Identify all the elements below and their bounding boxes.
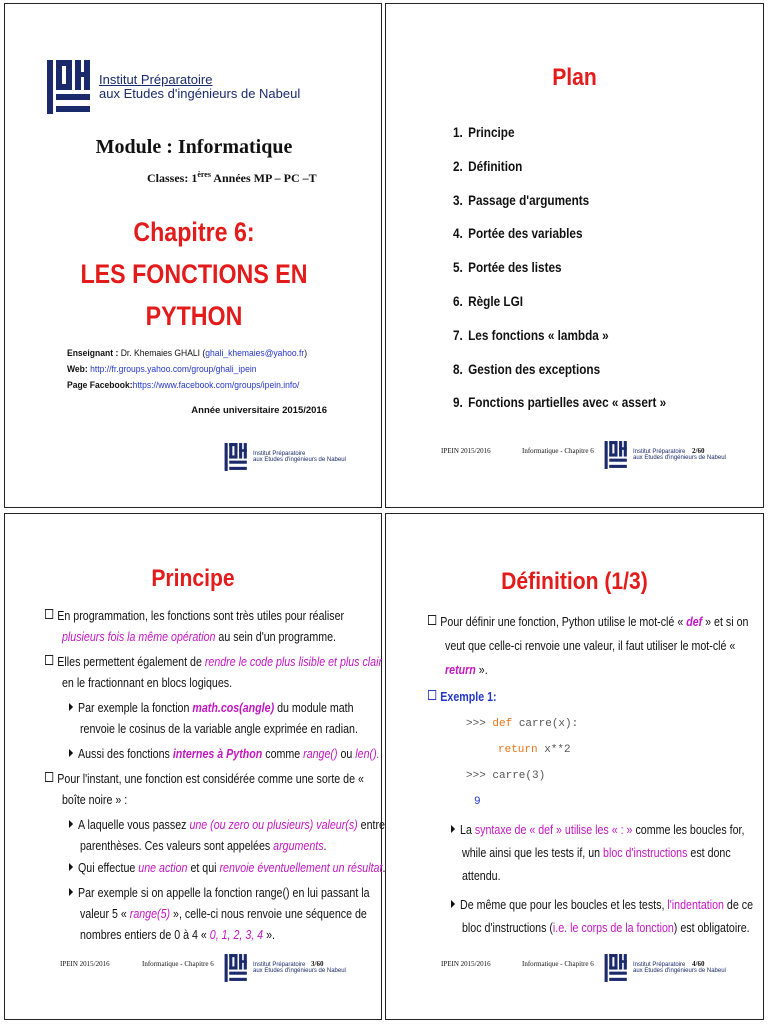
footer-course: Informatique - Chapitre 6 bbox=[522, 447, 594, 455]
plan-item bbox=[453, 158, 522, 174]
ipein-logo-small bbox=[223, 953, 346, 983]
footer-course: Informatique - Chapitre 6 bbox=[142, 960, 214, 968]
plan-item bbox=[453, 124, 515, 140]
ipein-logo-small bbox=[603, 440, 726, 470]
arrow-bullet-icon bbox=[69, 863, 73, 871]
teacher-email-link[interactable]: ghali_khemaies@yahoo.fr bbox=[205, 348, 305, 359]
logo-line-1: Institut Préparatoire bbox=[99, 72, 213, 88]
arrow-bullet-icon bbox=[69, 888, 73, 896]
slide-1-title bbox=[4, 3, 382, 508]
sub-bullet: parenthèses. Ces valeurs sont appelées arguments. bbox=[80, 838, 327, 853]
paragraph: boîte noire » : bbox=[62, 792, 128, 807]
arrow-bullet-icon bbox=[69, 820, 73, 828]
sub-bullet: bloc d'instructions (i.e. le corps de la fonction) est obligatoire. bbox=[462, 920, 750, 935]
square-bullet-icon bbox=[45, 655, 53, 665]
logo-line-2: aux Etudes d'ingénieurs de Nabeul bbox=[99, 86, 301, 101]
logo-line-2: aux Etudes d'ingénieurs de Nabeul bbox=[633, 968, 726, 974]
logo-line-1: Institut Préparatoire bbox=[253, 961, 306, 968]
paragraph: en le fractionnant en blocs logiques. bbox=[62, 675, 233, 690]
slide-4-definition bbox=[385, 513, 764, 1020]
plan-item bbox=[453, 259, 562, 275]
web-line: Web: http://fr.groups.yahoo.com/group/ghali_ipein bbox=[67, 364, 257, 375]
plan-item-label: Gestion des exceptions bbox=[468, 360, 601, 377]
plan-item-label: Les fonctions « lambda » bbox=[468, 326, 609, 343]
page-number: 3/60 bbox=[311, 960, 324, 968]
code-line-3: >>> carre(3) bbox=[466, 770, 546, 782]
ipein-logo-icon bbox=[603, 440, 631, 470]
slide-title: Plan bbox=[552, 64, 597, 91]
sub-bullet: Qui effectue une action et qui renvoie éventuellement un résultat. bbox=[69, 857, 385, 879]
plan-item-number: 8. bbox=[453, 360, 463, 377]
paragraph: return ». bbox=[445, 662, 488, 677]
logo-line-1: Institut Préparatoire bbox=[253, 450, 306, 457]
sub-bullet: valeur 5 « range(5) », celle-ci nous renvoie une séquence de bbox=[80, 906, 367, 921]
plan-item-number: 9. bbox=[453, 394, 463, 411]
sub-bullet: Par exemple si on appelle la fonction range() en lui passant la bbox=[69, 882, 370, 904]
sub-bullet: attendu. bbox=[462, 868, 501, 883]
paragraph: En programmation, les fonctions sont très utiles pour réaliser bbox=[45, 605, 344, 627]
logo-line-1: Institut Préparatoire bbox=[633, 961, 686, 968]
ipein-logo-icon bbox=[223, 442, 251, 472]
logo-line-2: aux Etudes d'ingénieurs de Nabeul bbox=[633, 455, 726, 461]
plan-item-label: Passage d'arguments bbox=[468, 191, 590, 208]
chapter-title-line-1: Chapitre 6: bbox=[133, 217, 255, 247]
paragraph: Elles permettent également de rendre le code plus lisible et plus clair bbox=[45, 651, 382, 673]
facebook-line: Page Facebook:https://www.facebook.com/groups/ipein.info/ bbox=[67, 380, 300, 391]
chapter-title-line-2: LES FONCTIONS EN bbox=[80, 259, 308, 289]
ipein-logo-icon bbox=[603, 953, 631, 983]
sub-bullet: Aussi des fonctions internes à Python comme range() ou len(). bbox=[69, 743, 380, 765]
plan-item bbox=[453, 361, 600, 377]
plan-item bbox=[453, 293, 523, 309]
web-link[interactable]: http://fr.groups.yahoo.com/group/ghali_ipein bbox=[87, 364, 257, 375]
code-line-1: >>> def carre(x): bbox=[466, 718, 579, 730]
ipein-logo-icon bbox=[223, 953, 251, 983]
footer-school: IPEIN 2015/2016 bbox=[60, 960, 110, 968]
code-line-2: return x**2 bbox=[498, 744, 571, 756]
plan-item-number: 1. bbox=[453, 124, 463, 140]
ipein-logo-small bbox=[603, 953, 726, 983]
page-number: 4/60 bbox=[692, 960, 705, 968]
plan-item bbox=[453, 225, 583, 241]
plan-item-number: 6. bbox=[453, 293, 463, 309]
plan-item-number: 2. bbox=[453, 157, 463, 174]
paragraph: plusieurs fois la même opération au sein d'un programme. bbox=[62, 629, 337, 644]
footer-school: IPEIN 2015/2016 bbox=[441, 447, 491, 455]
code-output: 9 bbox=[474, 796, 481, 808]
ipein-logo-small bbox=[223, 442, 346, 472]
arrow-bullet-icon bbox=[451, 825, 455, 833]
ipein-logo bbox=[45, 58, 300, 116]
paragraph: veut que celle-ci renvoie une valeur, il faut utiliser le mot-clé « bbox=[445, 638, 736, 653]
sub-bullet: renvoie le cosinus de la variable angle exprimée en radian. bbox=[80, 721, 358, 736]
logo-line-1: Institut Préparatoire bbox=[633, 448, 686, 455]
footer-school: IPEIN 2015/2016 bbox=[441, 960, 491, 968]
arrow-bullet-icon bbox=[69, 703, 73, 711]
sub-bullet: while ainsi que les tests if, un bloc d'instructions est donc bbox=[462, 845, 731, 860]
arrow-bullet-icon bbox=[69, 749, 73, 757]
plan-item-label: Principe bbox=[468, 124, 515, 140]
module-title: Module : Informatique bbox=[95, 136, 293, 158]
sub-bullet: A laquelle vous passez une (ou zero ou plusieurs) valeur(s) entre bbox=[69, 814, 385, 836]
slide-title: Principe bbox=[151, 565, 235, 592]
plan-item-label: Portée des variables bbox=[468, 225, 583, 242]
square-bullet-icon bbox=[45, 772, 53, 782]
plan-item bbox=[453, 192, 589, 208]
plan-item-number: 4. bbox=[453, 225, 463, 242]
plan-item-number: 5. bbox=[453, 259, 463, 276]
logo-line-2: aux Etudes d'ingénieurs de Nabeul bbox=[253, 457, 346, 463]
plan-item bbox=[453, 394, 666, 410]
page-number: 2/60 bbox=[692, 447, 705, 455]
paragraph: Pour définir une fonction, Python utilise le mot-clé « def » et si on bbox=[428, 611, 748, 633]
sub-bullet: nombres entiers de 0 à 4 « 0, 1, 2, 3, 4 ». bbox=[80, 927, 275, 942]
logo-line-2: aux Etudes d'ingénieurs de Nabeul bbox=[253, 968, 346, 974]
square-bullet-icon bbox=[428, 615, 436, 625]
plan-item-label: Portée des listes bbox=[468, 259, 562, 276]
arrow-bullet-icon bbox=[451, 900, 455, 908]
slide-2-plan bbox=[385, 3, 764, 508]
paragraph: Pour l'instant, une fonction est considérée comme une sorte de « bbox=[45, 768, 364, 790]
plan-item bbox=[453, 327, 609, 343]
plan-item-label: Définition bbox=[468, 157, 523, 174]
classes-line: Classes: 1ères Années MP – PC –T bbox=[147, 170, 317, 185]
chapter-title-line-3: PYTHON bbox=[145, 301, 243, 331]
square-bullet-icon bbox=[45, 609, 53, 619]
facebook-link[interactable]: https://www.facebook.com/groups/ipein.info/ bbox=[132, 380, 300, 391]
sub-bullet: Par exemple la fonction math.cos(angle) du module math bbox=[69, 697, 354, 719]
footer-course: Informatique - Chapitre 6 bbox=[522, 960, 594, 968]
plan-item-label: Fonctions partielles avec « assert » bbox=[468, 394, 667, 411]
sub-bullet: De même que pour les boucles et les tests, l'indentation de ce bbox=[451, 894, 753, 916]
plan-item-label: Règle LGI bbox=[468, 293, 524, 309]
slide-title: Définition (1/3) bbox=[501, 568, 648, 595]
square-bullet-icon bbox=[428, 690, 436, 700]
sub-bullet: La syntaxe de « def » utilise les « : » comme les boucles for, bbox=[451, 819, 744, 841]
example-heading: Exemple 1: bbox=[428, 686, 497, 708]
teacher-line: Enseignant : Dr. Khemaies GHALI (ghali_khemaies@yahoo.fr) bbox=[67, 348, 308, 359]
academic-year: Année universitaire 2015/2016 bbox=[191, 405, 327, 416]
slide-3-principe bbox=[4, 513, 386, 1020]
plan-item-number: 3. bbox=[453, 191, 463, 208]
plan-item-number: 7. bbox=[453, 326, 463, 343]
ipein-logo-icon bbox=[45, 58, 97, 116]
